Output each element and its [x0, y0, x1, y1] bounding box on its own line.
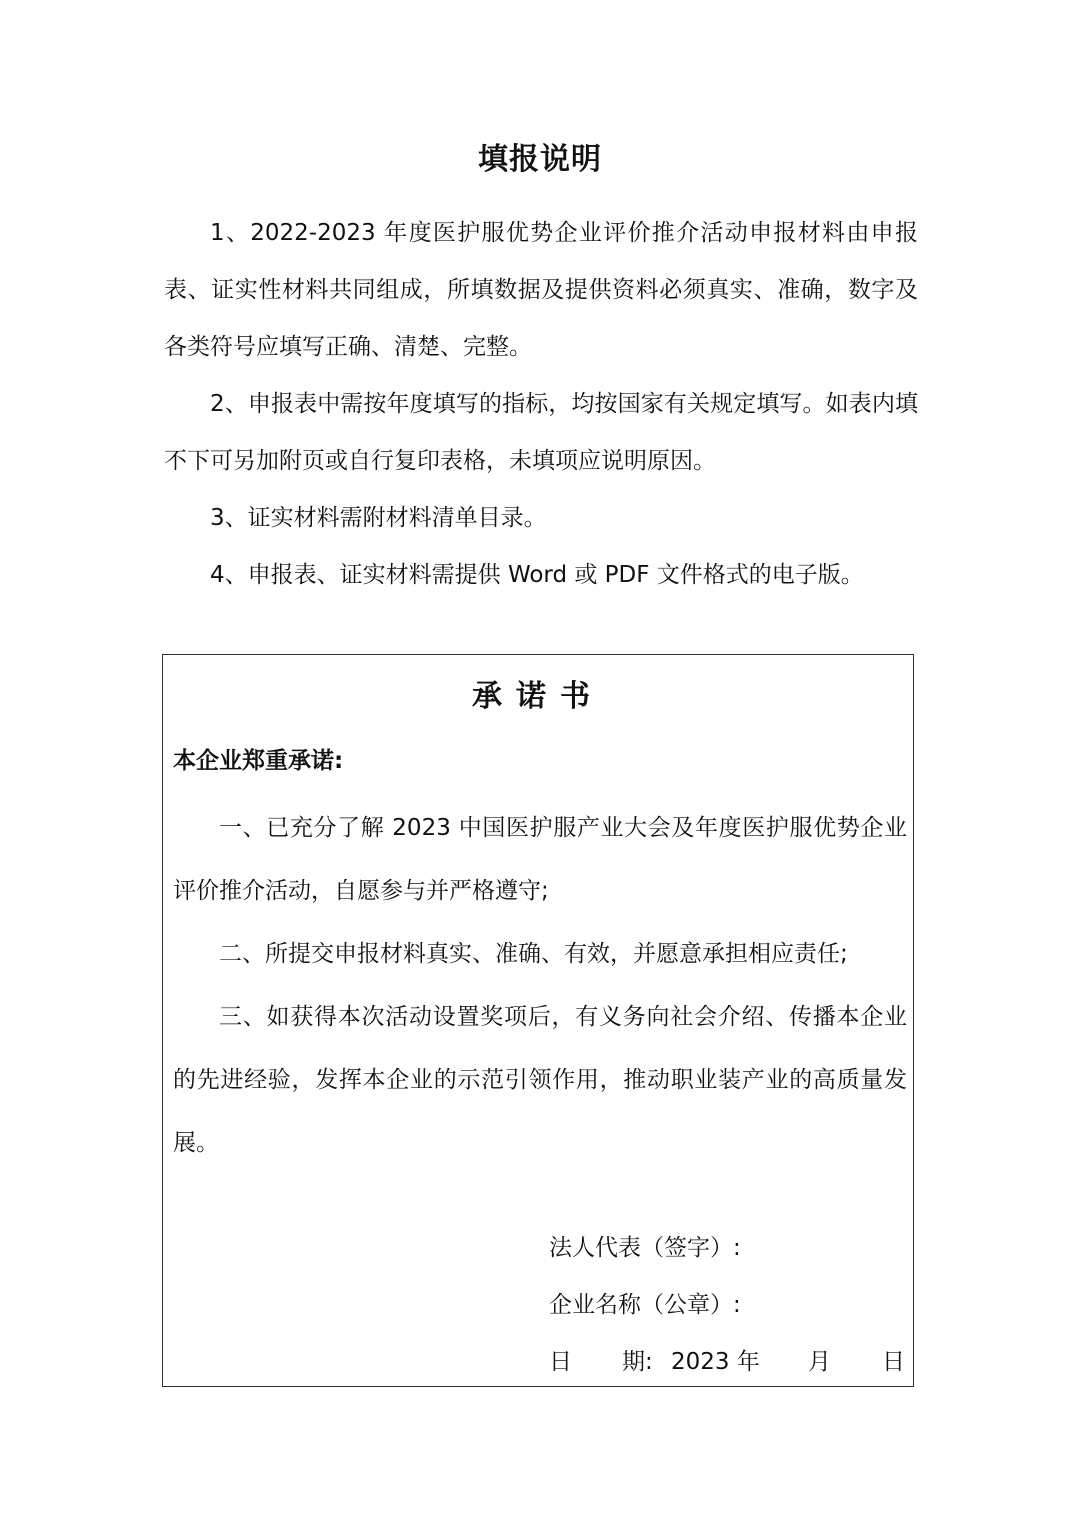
date-year: 2023 年 — [671, 1349, 760, 1375]
date-day: 日 — [882, 1349, 905, 1375]
pledge-body — [173, 797, 907, 1175]
pledge-item-3: 三、如获得本次活动设置奖项后，有义务向社会介绍、传播本企业的先进经验，发挥本企业的示范引领作用，推动职业装产业的高质量发展。 — [173, 1004, 907, 1156]
instruction-item-2: 2、申报表中需按年度填写的指标，均按国家有关规定填写。如表内填不下可另加附页或自行复印表格，未填项应说明原因。 — [164, 391, 918, 474]
instruction-item-4: 4、申报表、证实材料需提供 Word 或 PDF 文件格式的电子版。 — [210, 562, 864, 588]
pledge-item-2: 二、所提交申报材料真实、准确、有效，并愿意承担相应责任; — [219, 941, 848, 967]
signature-block — [549, 1225, 909, 1385]
pledge-intro: 本企业郑重承诺: — [173, 748, 344, 774]
pledge-item-1: 一、已充分了解 2023 中国医护服产业大会及年度医护服优势企业评价推介活动，自愿参与并严格遵守; — [173, 815, 907, 904]
legal-rep-signature-label: 法人代表（签字）: — [549, 1235, 741, 1261]
date-label-part1: 日 — [549, 1349, 572, 1375]
instruction-item-3: 3、证实材料需附材料清单目录。 — [210, 505, 547, 531]
pledge-title: 承诺书 — [472, 679, 604, 714]
page-title: 填报说明 — [478, 142, 602, 177]
date-line — [549, 1339, 909, 1385]
company-seal-label: 企业名称（公章）: — [549, 1292, 741, 1318]
instruction-item-1: 1、2022-2023 年度医护服优势企业评价推介活动申报材料由申报表、证实性材料共同组成，所填数据及提供资料必须真实、准确，数字及各类符号应填写正确、清楚、完整。 — [164, 220, 918, 360]
pledge-box — [162, 654, 914, 1387]
date-month: 月 — [808, 1349, 831, 1375]
instructions-section — [164, 205, 918, 604]
date-label-part2: 期: — [622, 1349, 653, 1375]
